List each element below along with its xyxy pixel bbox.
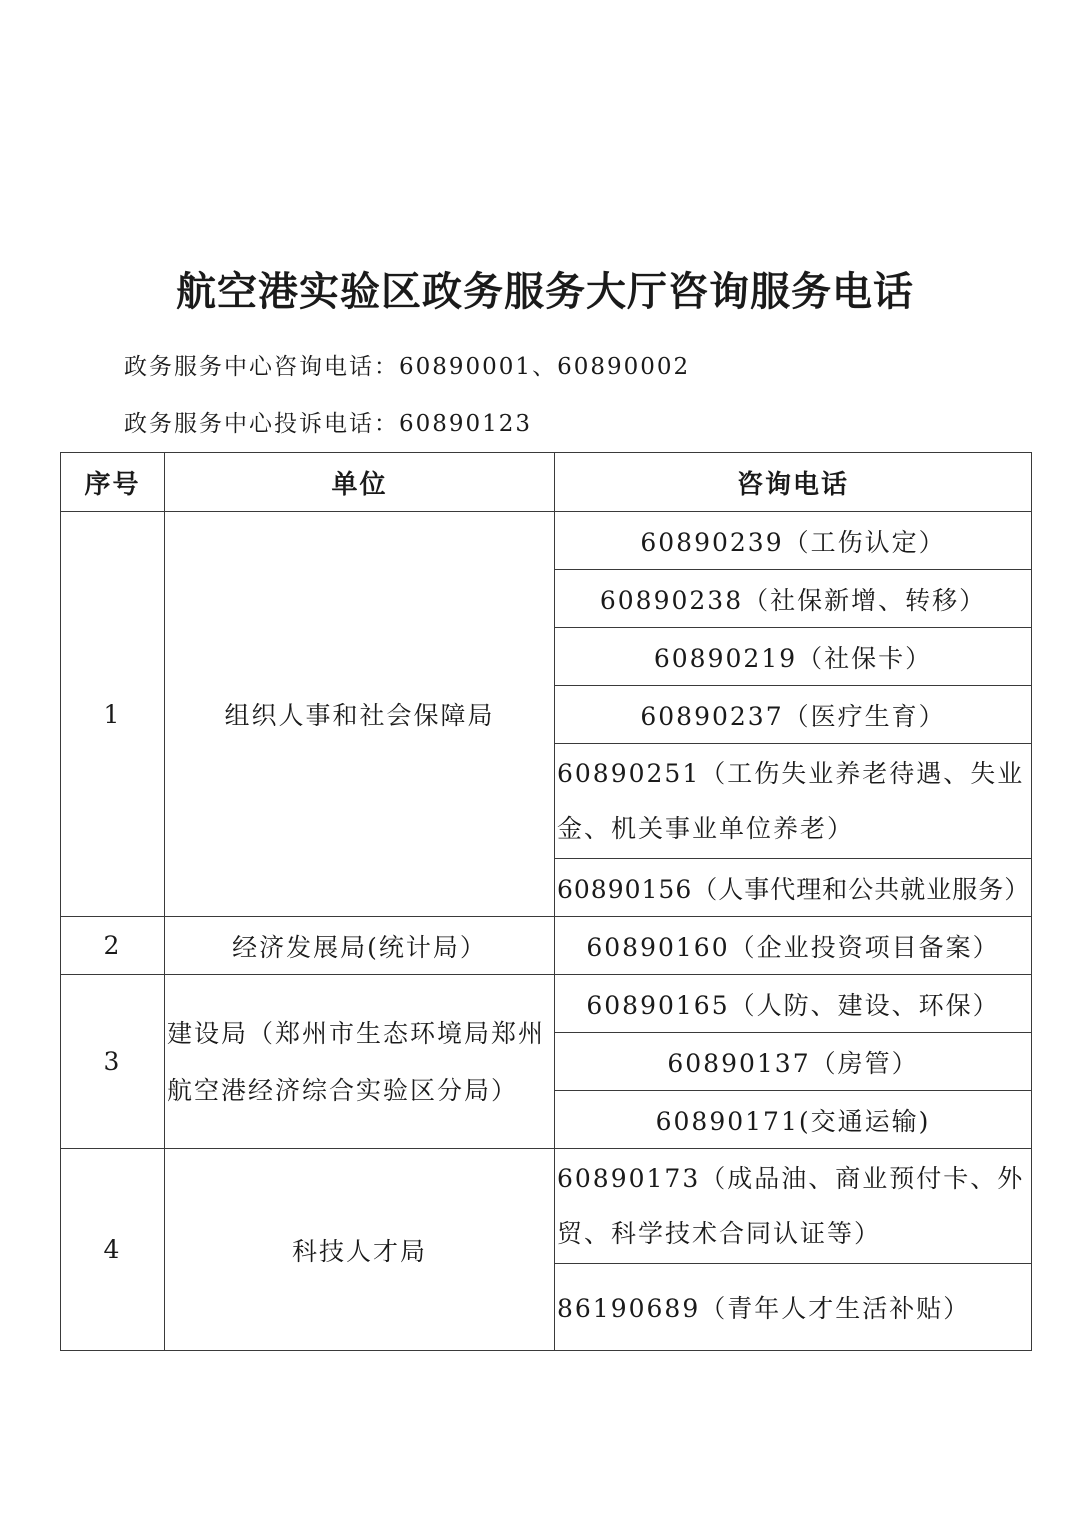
phone-entry: 60890237（医疗生育）: [555, 686, 1032, 744]
table-row: [61, 1149, 1032, 1264]
phone-entry: 60890160（企业投资项目备案）: [555, 917, 1032, 975]
unit-name: 经济发展局(统计局）: [165, 917, 555, 975]
phone-entry: 60890238（社保新增、转移）: [555, 570, 1032, 628]
phone-entry: 60890137（房管）: [555, 1033, 1032, 1091]
page-title: 航空港实验区政务服务大厅咨询服务电话: [176, 269, 914, 315]
table-row: [61, 975, 1032, 1033]
table-row: [61, 512, 1032, 570]
phone-entry: 86190689（青年人才生活补贴）: [555, 1264, 1032, 1351]
phone-entry: 60890173（成品油、商业预付卡、外贸、科学技术合同认证等）: [555, 1149, 1032, 1264]
contact-table: [60, 452, 1032, 1351]
header-no: 序号: [61, 453, 165, 512]
unit-name: 建设局（郑州市生态环境局郑州航空港经济综合实验区分局）: [165, 975, 555, 1149]
phone-entry: 60890156（人事代理和公共就业服务）: [555, 859, 1032, 917]
header-phone: 咨询电话: [555, 453, 1032, 512]
header-unit: 单位: [165, 453, 555, 512]
phone-entry: 60890165（人防、建设、环保）: [555, 975, 1032, 1033]
row-number: 4: [61, 1149, 165, 1351]
unit-name: 组织人事和社会保障局: [165, 512, 555, 917]
row-number: 3: [61, 975, 165, 1149]
row-number: 1: [61, 512, 165, 917]
table-header-row: [61, 453, 1032, 512]
consult-phone-line: 政务服务中心咨询电话：60890001、60890002: [124, 354, 691, 380]
phone-entry: 60890171(交通运输): [555, 1091, 1032, 1149]
complaint-phone-line: 政务服务中心投诉电话：60890123: [124, 411, 533, 437]
phone-entry: 60890219（社保卡）: [555, 628, 1032, 686]
unit-name: 科技人才局: [165, 1149, 555, 1351]
table-row: [61, 917, 1032, 975]
phone-entry: 60890239（工伤认定）: [555, 512, 1032, 570]
phone-entry: 60890251（工伤失业养老待遇、失业金、机关事业单位养老）: [555, 744, 1032, 859]
row-number: 2: [61, 917, 165, 975]
